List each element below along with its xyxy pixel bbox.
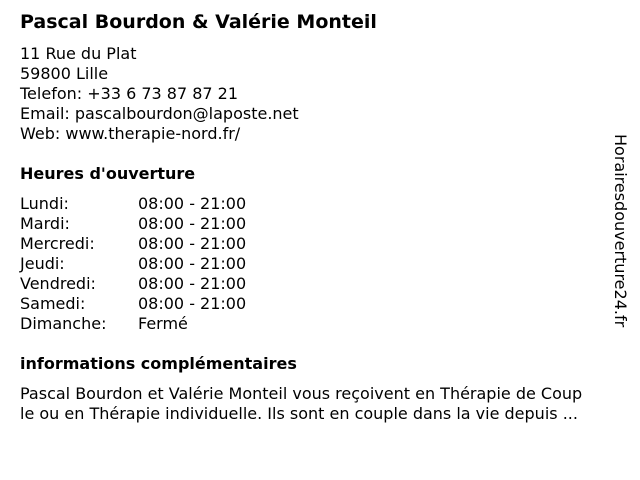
hours-row-monday: [20, 194, 246, 214]
day-label: Lundi:: [20, 194, 69, 213]
contact-block: [20, 44, 299, 144]
website-address: Web: www.therapie-nord.fr/: [20, 124, 241, 143]
site-watermark: [604, 134, 638, 344]
hours-row-thursday: [20, 254, 246, 274]
day-label: Mardi:: [20, 214, 70, 233]
business-name: Pascal Bourdon & Valérie Monteil: [20, 11, 377, 33]
description-line-2: le ou en Thérapie individuelle. Ils sont en couple dans la vie depuis ...: [20, 404, 578, 423]
time-range: 08:00 - 21:00: [138, 194, 247, 213]
opening-hours-table: [20, 194, 246, 334]
email-address: Email: pascalbourdon@laposte.net: [20, 104, 299, 123]
hours-row-tuesday: [20, 214, 246, 234]
day-label: Mercredi:: [20, 234, 95, 253]
opening-hours-heading: Heures d'ouverture: [20, 164, 196, 183]
hours-row-saturday: [20, 294, 246, 314]
time-range: 08:00 - 21:00: [138, 274, 247, 293]
day-label: Jeudi:: [20, 254, 65, 273]
additional-info-heading: informations complémentaires: [20, 354, 297, 373]
time-range: 08:00 - 21:00: [138, 294, 247, 313]
time-range: 08:00 - 21:00: [138, 214, 247, 233]
hours-row-sunday: [20, 314, 246, 334]
street-address: 11 Rue du Plat: [20, 44, 137, 63]
day-label: Vendredi:: [20, 274, 96, 293]
closed-label: Fermé: [138, 314, 188, 333]
hours-row-friday: [20, 274, 246, 294]
description-line-1: Pascal Bourdon et Valérie Monteil vous reçoivent en Thérapie de Coup: [20, 384, 583, 403]
city-postcode: 59800 Lille: [20, 64, 109, 83]
day-label: Dimanche:: [20, 314, 107, 333]
time-range: 08:00 - 21:00: [138, 254, 247, 273]
day-label: Samedi:: [20, 294, 86, 313]
time-range: 08:00 - 21:00: [138, 234, 247, 253]
additional-info-text: [20, 384, 632, 424]
watermark-text: Horairesdouverture24.fr: [611, 134, 630, 328]
phone-number: Telefon: +33 6 73 87 87 21: [20, 84, 239, 103]
hours-row-wednesday: [20, 234, 246, 254]
